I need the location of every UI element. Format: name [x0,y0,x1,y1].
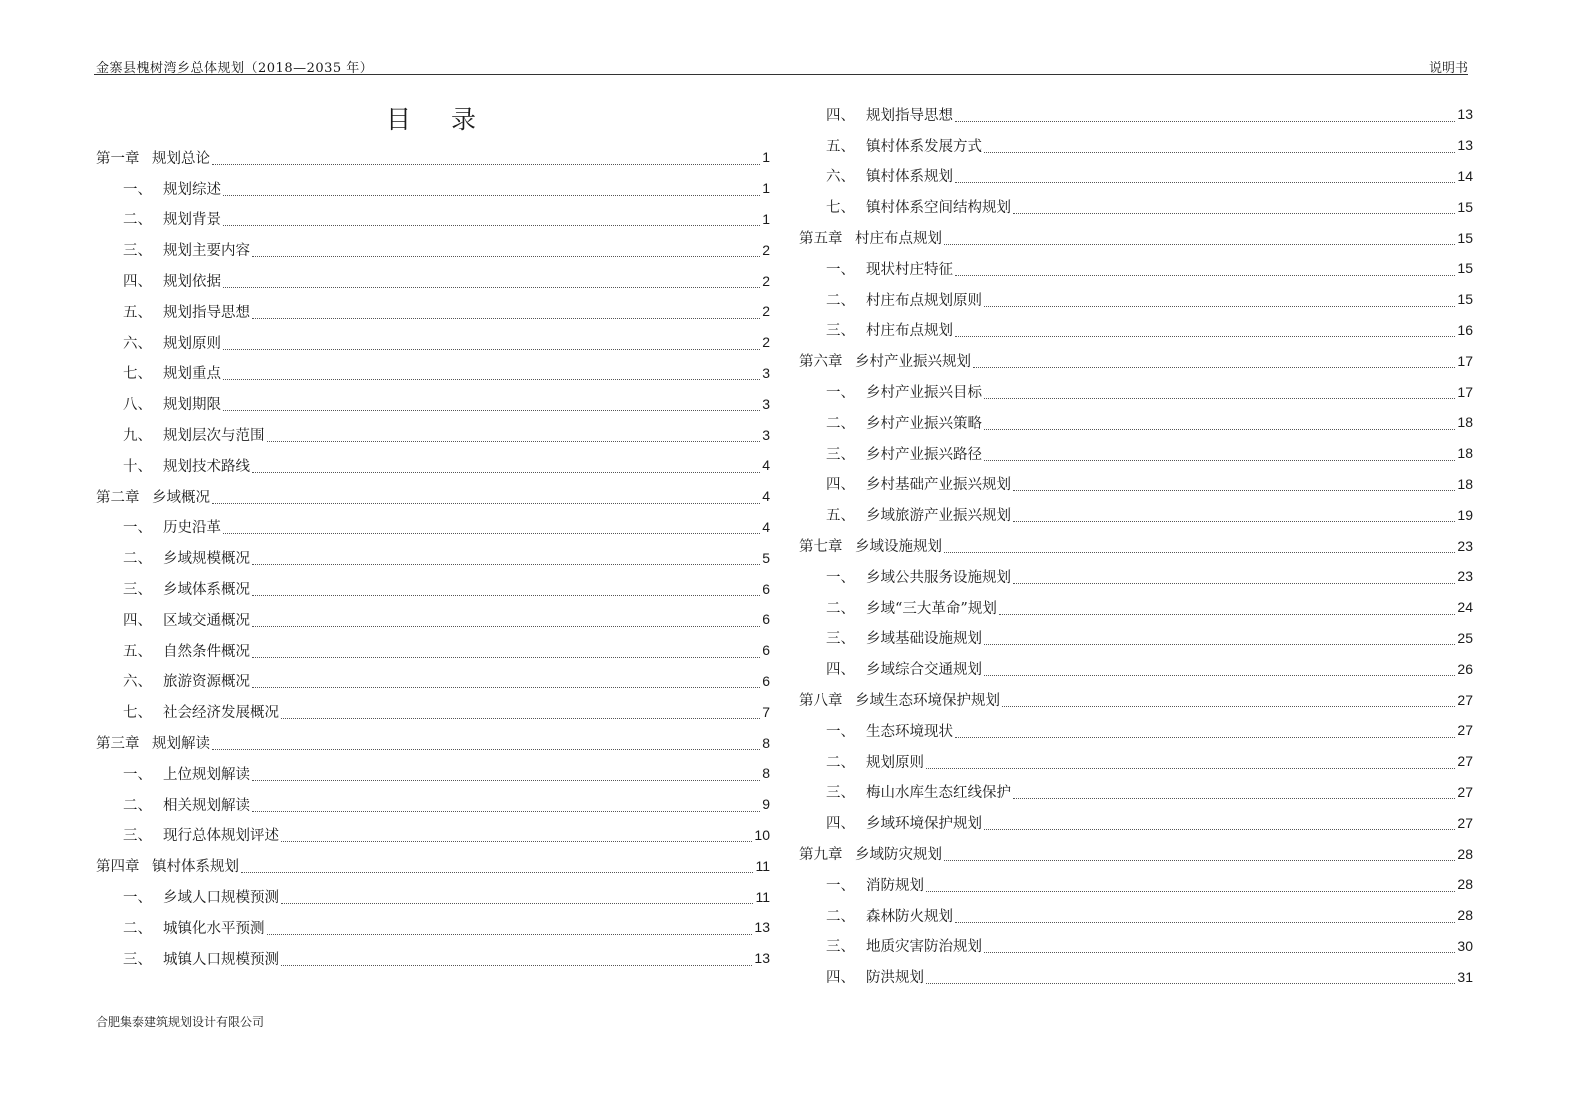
toc-entry-page-number: 2 [762,334,770,351]
toc-section-entry[interactable] [799,253,1473,284]
toc-leader-dots [984,941,1455,953]
toc-leader-dots [281,954,752,966]
toc-entry-title: 规划主要内容 [163,243,250,260]
toc-section-entry[interactable] [799,191,1473,222]
toc-entry-number: 四、 [826,970,855,987]
toc-leader-dots [999,603,1456,615]
toc-entry-number: 第五章 [799,231,843,248]
toc-entry-page-number: 28 [1457,845,1473,862]
toc-section-entry[interactable] [96,912,770,943]
toc-entry-number: 第九章 [799,847,843,864]
toc-leader-dots [212,492,760,504]
toc-entry-page-number: 11 [755,888,770,905]
toc-entry-title: 生态环境现状 [866,723,953,740]
toc-section-entry[interactable] [96,265,770,296]
toc-entry-page-number: 4 [762,518,770,535]
toc-entry-page-number: 15 [1457,229,1473,246]
toc-leader-dots [1013,572,1455,584]
toc-leader-dots [984,633,1455,645]
toc-entry-number: 三、 [123,951,152,968]
toc-entry-page-number: 2 [762,303,770,320]
toc-entry-number: 第二章 [96,489,140,506]
toc-entry-number: 七、 [123,366,152,383]
toc-section-entry[interactable] [799,499,1473,530]
toc-entry-title: 规划技术路线 [163,458,250,475]
toc-entry-title: 梅山水库生态红线保护 [866,785,1011,802]
toc-entry-number: 一、 [123,766,152,783]
toc-section-entry[interactable] [96,204,770,235]
toc-entry-page-number: 4 [762,457,770,474]
toc-entry-number: 一、 [826,261,855,278]
toc-section-entry[interactable] [96,635,770,666]
toc-entry-title: 村庄布点规划 [866,323,953,340]
header-divider [94,74,1468,75]
toc-entry-number: 八、 [123,397,152,414]
toc-entry-number: 六、 [123,674,152,691]
toc-entry-page-number: 19 [1457,506,1473,523]
toc-entry-number: 三、 [826,939,855,956]
toc-leader-dots [223,184,760,196]
toc-chapter-entry[interactable] [799,222,1473,253]
toc-entry-page-number: 6 [762,611,770,628]
toc-entry-number: 一、 [123,890,152,907]
toc-leader-dots [984,418,1455,430]
toc-entry-number: 二、 [826,754,855,771]
toc-entry-title: 区域交通概况 [163,612,250,629]
toc-section-entry[interactable] [799,807,1473,838]
toc-chapter-entry[interactable] [96,727,770,758]
toc-leader-dots [223,368,760,380]
toc-entry-number: 四、 [826,662,855,679]
toc-entry-number: 四、 [123,274,152,291]
toc-entry-title: 镇村体系发展方式 [866,138,982,155]
toc-section-entry[interactable] [96,943,770,974]
toc-entry-page-number: 5 [762,549,770,566]
toc-entry-page-number: 28 [1457,907,1473,924]
toc-entry-page-number: 13 [1457,137,1473,154]
footer-company: 合肥集泰建筑规划设计有限公司 [96,1015,265,1029]
toc-entry-page-number: 3 [762,395,770,412]
toc-section-entry[interactable] [96,573,770,604]
toc-entry-title: 乡域旅游产业振兴规划 [866,508,1011,525]
toc-chapter-entry[interactable] [96,142,770,173]
toc-entry-title: 城镇人口规模预测 [163,951,279,968]
toc-entry-title: 历史沿革 [163,520,221,537]
document-type: 说明书 [1428,61,1468,76]
toc-section-entry[interactable] [799,561,1473,592]
toc-entry-title: 乡域人口规模预测 [163,890,279,907]
toc-entry-title: 规划原则 [866,754,924,771]
toc-chapter-entry[interactable] [799,838,1473,869]
toc-leader-dots [984,387,1455,399]
toc-entry-number: 一、 [826,569,855,586]
toc-entry-page-number: 14 [1457,167,1473,184]
toc-entry-number: 六、 [123,335,152,352]
toc-entry-number: 三、 [826,785,855,802]
toc-entry-page-number: 23 [1457,537,1473,554]
toc-leader-dots [212,738,760,750]
toc-leader-dots [223,338,760,350]
toc-entry-page-number: 6 [762,672,770,689]
toc-entry-number: 第四章 [96,859,140,876]
toc-entry-number: 三、 [826,446,855,463]
toc-entry-page-number: 24 [1457,599,1473,616]
toc-leader-dots [252,800,760,812]
toc-entry-title: 乡域公共服务设施规划 [866,569,1011,586]
toc-entry-number: 四、 [826,816,855,833]
toc-entry-title: 乡域“三大革命”规划 [866,600,997,617]
toc-section-entry[interactable] [799,961,1473,992]
toc-leader-dots [281,707,760,719]
toc-entry-title: 乡域概况 [152,489,210,506]
toc-leader-dots [223,399,760,411]
toc-entry-number: 一、 [826,723,855,740]
toc-entry-page-number: 13 [754,950,770,967]
toc-leader-dots [955,325,1455,337]
toc-entry-page-number: 13 [1457,106,1473,123]
toc-leader-dots [973,356,1455,368]
toc-section-entry[interactable] [799,284,1473,315]
toc-section-entry[interactable] [799,623,1473,654]
toc-entry-number: 十、 [123,458,152,475]
toc-section-entry[interactable] [96,234,770,265]
toc-entry-page-number: 26 [1457,660,1473,677]
toc-entry-page-number: 10 [754,826,770,843]
toc-entry-number: 二、 [123,797,152,814]
toc-section-entry[interactable] [96,820,770,851]
toc-entry-page-number: 6 [762,580,770,597]
toc-leader-dots [281,830,752,842]
toc-entry-title: 乡域规模概况 [163,551,250,568]
toc-entry-page-number: 13 [754,919,770,936]
toc-entry-page-number: 11 [755,857,770,874]
toc-entry-number: 二、 [826,908,855,925]
toc-entry-page-number: 3 [762,364,770,381]
toc-chapter-entry[interactable] [799,684,1473,715]
toc-section-entry[interactable] [96,789,770,820]
toc-entry-number: 二、 [123,551,152,568]
toc-entry-page-number: 8 [762,734,770,751]
toc-leader-dots [984,449,1455,461]
toc-section-entry[interactable] [96,666,770,697]
toc-entry-number: 第一章 [96,150,140,167]
toc-leader-dots [267,430,761,442]
toc-section-entry[interactable] [799,746,1473,777]
toc-entry-title: 乡村产业振兴策略 [866,415,982,432]
toc-entry-title: 乡域基础设施规划 [866,631,982,648]
toc-section-entry[interactable] [96,419,770,450]
toc-entry-title: 规划层次与范围 [163,428,265,445]
toc-entry-title: 规划依据 [163,274,221,291]
toc-entry-page-number: 9 [762,796,770,813]
toc-entry-title: 规划解读 [152,736,210,753]
toc-entry-title: 社会经济发展概况 [163,705,279,722]
toc-entry-title: 村庄布点规划原则 [866,292,982,309]
toc-leader-dots [926,972,1455,984]
toc-entry-page-number: 6 [762,642,770,659]
toc-leader-dots [944,849,1455,861]
toc-entry-title: 现行总体规划评述 [163,828,279,845]
toc-leader-dots [223,276,760,288]
toc-entry-title: 旅游资源概况 [163,674,250,691]
toc-leader-dots [252,646,760,658]
toc-section-entry[interactable] [799,900,1473,931]
toc-entry-title: 现状村庄特征 [866,261,953,278]
toc-leader-dots [223,522,760,534]
toc-section-entry[interactable] [96,881,770,912]
toc-section-entry[interactable] [799,869,1473,900]
toc-entry-page-number: 3 [762,426,770,443]
toc-entry-number: 四、 [123,612,152,629]
toc-entry-page-number: 16 [1457,321,1473,338]
toc-entry-title: 乡村产业振兴规划 [855,354,971,371]
toc-section-entry[interactable] [96,542,770,573]
toc-section-entry[interactable] [799,130,1473,161]
toc-entry-page-number: 17 [1457,352,1473,369]
toc-section-entry[interactable] [799,161,1473,192]
toc-entry-page-number: 27 [1457,814,1473,831]
toc-leader-dots [1002,695,1455,707]
toc-entry-title: 自然条件概况 [163,643,250,660]
toc-leader-dots [252,769,760,781]
toc-entry-title: 乡村产业振兴目标 [866,385,982,402]
document-title: 金寨县槐树湾乡总体规划（2018—2035 年） [96,61,374,76]
toc-entry-title: 规划原则 [163,335,221,352]
toc-entry-page-number: 15 [1457,198,1473,215]
toc-entry-page-number: 15 [1457,291,1473,308]
toc-section-entry[interactable] [96,358,770,389]
toc-leader-dots [944,541,1455,553]
toc-leader-dots [926,757,1455,769]
toc-leader-dots [955,171,1455,183]
toc-section-entry[interactable] [799,469,1473,500]
toc-leader-dots [955,911,1455,923]
toc-entry-page-number: 1 [762,149,770,166]
toc-entry-number: 三、 [826,323,855,340]
toc-chapter-entry[interactable] [799,345,1473,376]
toc-entry-title: 乡域环境保护规划 [866,816,982,833]
toc-entry-title: 地质灾害防治规划 [866,939,982,956]
toc-entry-number: 三、 [123,828,152,845]
toc-left-column [96,142,770,974]
toc-leader-dots [267,923,753,935]
toc-section-entry[interactable] [799,592,1473,623]
toc-entry-page-number: 23 [1457,568,1473,585]
toc-leader-dots [955,110,1455,122]
toc-section-entry[interactable] [96,512,770,543]
toc-entry-number: 第八章 [799,693,843,710]
toc-entry-page-number: 27 [1457,753,1473,770]
toc-entry-page-number: 18 [1457,414,1473,431]
toc-leader-dots [223,214,760,226]
toc-entry-number: 二、 [826,600,855,617]
toc-entry-page-number: 28 [1457,876,1473,893]
toc-entry-title: 乡村产业振兴路径 [866,446,982,463]
toc-entry-title: 防洪规划 [866,970,924,987]
toc-leader-dots [944,233,1455,245]
toc-section-entry[interactable] [96,696,770,727]
toc-entry-page-number: 31 [1457,968,1473,985]
toc-leader-dots [252,307,760,319]
toc-entry-page-number: 8 [762,765,770,782]
toc-entry-number: 二、 [123,212,152,229]
toc-entry-title: 乡村基础产业振兴规划 [866,477,1011,494]
toc-leader-dots [984,141,1455,153]
toc-entry-number: 一、 [826,877,855,894]
toc-entry-number: 六、 [826,169,855,186]
toc-entry-title: 镇村体系规划 [152,859,239,876]
toc-entry-title: 乡域生态环境保护规划 [855,693,1000,710]
toc-entry-number: 七、 [123,705,152,722]
toc-entry-title: 乡域防灾规划 [855,847,942,864]
toc-entry-page-number: 15 [1457,260,1473,277]
toc-entry-number: 二、 [826,292,855,309]
toc-entry-title: 消防规划 [866,877,924,894]
toc-entry-title: 规划指导思想 [866,107,953,124]
toc-entry-title: 相关规划解读 [163,797,250,814]
toc-entry-number: 第七章 [799,539,843,556]
toc-leader-dots [984,818,1455,830]
toc-entry-page-number: 2 [762,272,770,289]
toc-section-entry[interactable] [96,173,770,204]
toc-section-entry[interactable] [799,407,1473,438]
toc-entry-page-number: 30 [1457,937,1473,954]
toc-leader-dots [984,295,1455,307]
toc-entry-page-number: 27 [1457,722,1473,739]
toc-entry-title: 规划重点 [163,366,221,383]
toc-entry-page-number: 25 [1457,629,1473,646]
toc-entry-number: 第三章 [96,736,140,753]
toc-entry-page-number: 2 [762,241,770,258]
toc-section-entry[interactable] [96,450,770,481]
toc-entry-page-number: 17 [1457,383,1473,400]
toc-section-entry[interactable] [799,376,1473,407]
toc-section-entry[interactable] [799,438,1473,469]
toc-entry-page-number: 7 [762,703,770,720]
toc-leader-dots [252,584,760,596]
toc-section-entry[interactable] [799,315,1473,346]
toc-entry-number: 三、 [123,582,152,599]
toc-entry-title: 规划综述 [163,181,221,198]
toc-entry-title: 乡域综合交通规划 [866,662,982,679]
toc-entry-number: 一、 [123,181,152,198]
toc-entry-number: 一、 [123,520,152,537]
toc-entry-title: 规划背景 [163,212,221,229]
toc-entry-page-number: 4 [762,488,770,505]
toc-leader-dots [252,245,760,257]
toc-leader-dots [252,461,760,473]
toc-entry-title: 城镇化水平预测 [163,920,265,937]
toc-leader-dots [252,553,760,565]
toc-entry-number: 四、 [826,477,855,494]
toc-entry-title: 乡域设施规划 [855,539,942,556]
toc-entry-page-number: 1 [762,210,770,227]
toc-entry-number: 一、 [826,385,855,402]
toc-leader-dots [926,880,1455,892]
toc-entry-number: 五、 [123,304,152,321]
toc-entry-number: 三、 [826,631,855,648]
toc-entry-number: 第六章 [799,354,843,371]
toc-entry-number: 七、 [826,200,855,217]
toc-section-entry[interactable] [799,777,1473,808]
toc-leader-dots [212,153,760,165]
toc-section-entry[interactable] [799,653,1473,684]
toc-leader-dots [1013,787,1455,799]
toc-chapter-entry[interactable] [96,850,770,881]
toc-entry-number: 五、 [826,138,855,155]
toc-leader-dots [1013,202,1455,214]
toc-section-entry[interactable] [96,296,770,327]
toc-entry-number: 九、 [123,428,152,445]
toc-chapter-entry[interactable] [96,481,770,512]
toc-entry-page-number: 1 [762,180,770,197]
toc-entry-page-number: 18 [1457,475,1473,492]
toc-entry-title: 规划期限 [163,397,221,414]
toc-section-entry[interactable] [96,758,770,789]
toc-section-entry[interactable] [799,715,1473,746]
toc-leader-dots [1013,510,1455,522]
toc-section-entry[interactable] [96,327,770,358]
toc-section-entry[interactable] [799,99,1473,130]
toc-entry-title: 规划指导思想 [163,304,250,321]
toc-entry-number: 三、 [123,243,152,260]
toc-entry-title: 镇村体系规划 [866,169,953,186]
toc-entry-title: 镇村体系空间结构规划 [866,200,1011,217]
toc-leader-dots [955,264,1455,276]
toc-leader-dots [241,861,753,873]
toc-section-entry[interactable] [96,604,770,635]
toc-chapter-entry[interactable] [799,530,1473,561]
toc-entry-title: 村庄布点规划 [855,231,942,248]
toc-leader-dots [984,664,1455,676]
toc-entry-title: 上位规划解读 [163,766,250,783]
toc-entry-page-number: 18 [1457,445,1473,462]
toc-section-entry[interactable] [96,388,770,419]
toc-entry-page-number: 27 [1457,691,1473,708]
toc-leader-dots [252,615,760,627]
toc-right-column [799,99,1473,992]
toc-section-entry[interactable] [799,931,1473,962]
toc-entry-title: 乡域体系概况 [163,582,250,599]
toc-entry-number: 二、 [826,415,855,432]
toc-entry-number: 二、 [123,920,152,937]
toc-leader-dots [281,892,753,904]
toc-entry-title: 森林防火规划 [866,908,953,925]
toc-entry-number: 四、 [826,107,855,124]
toc-leader-dots [955,726,1455,738]
toc-entry-number: 五、 [826,508,855,525]
toc-entry-title: 规划总论 [152,150,210,167]
toc-leader-dots [252,676,760,688]
toc-entry-number: 五、 [123,643,152,660]
toc-heading: 目录 [386,105,517,134]
toc-leader-dots [1013,479,1455,491]
toc-entry-page-number: 27 [1457,783,1473,800]
